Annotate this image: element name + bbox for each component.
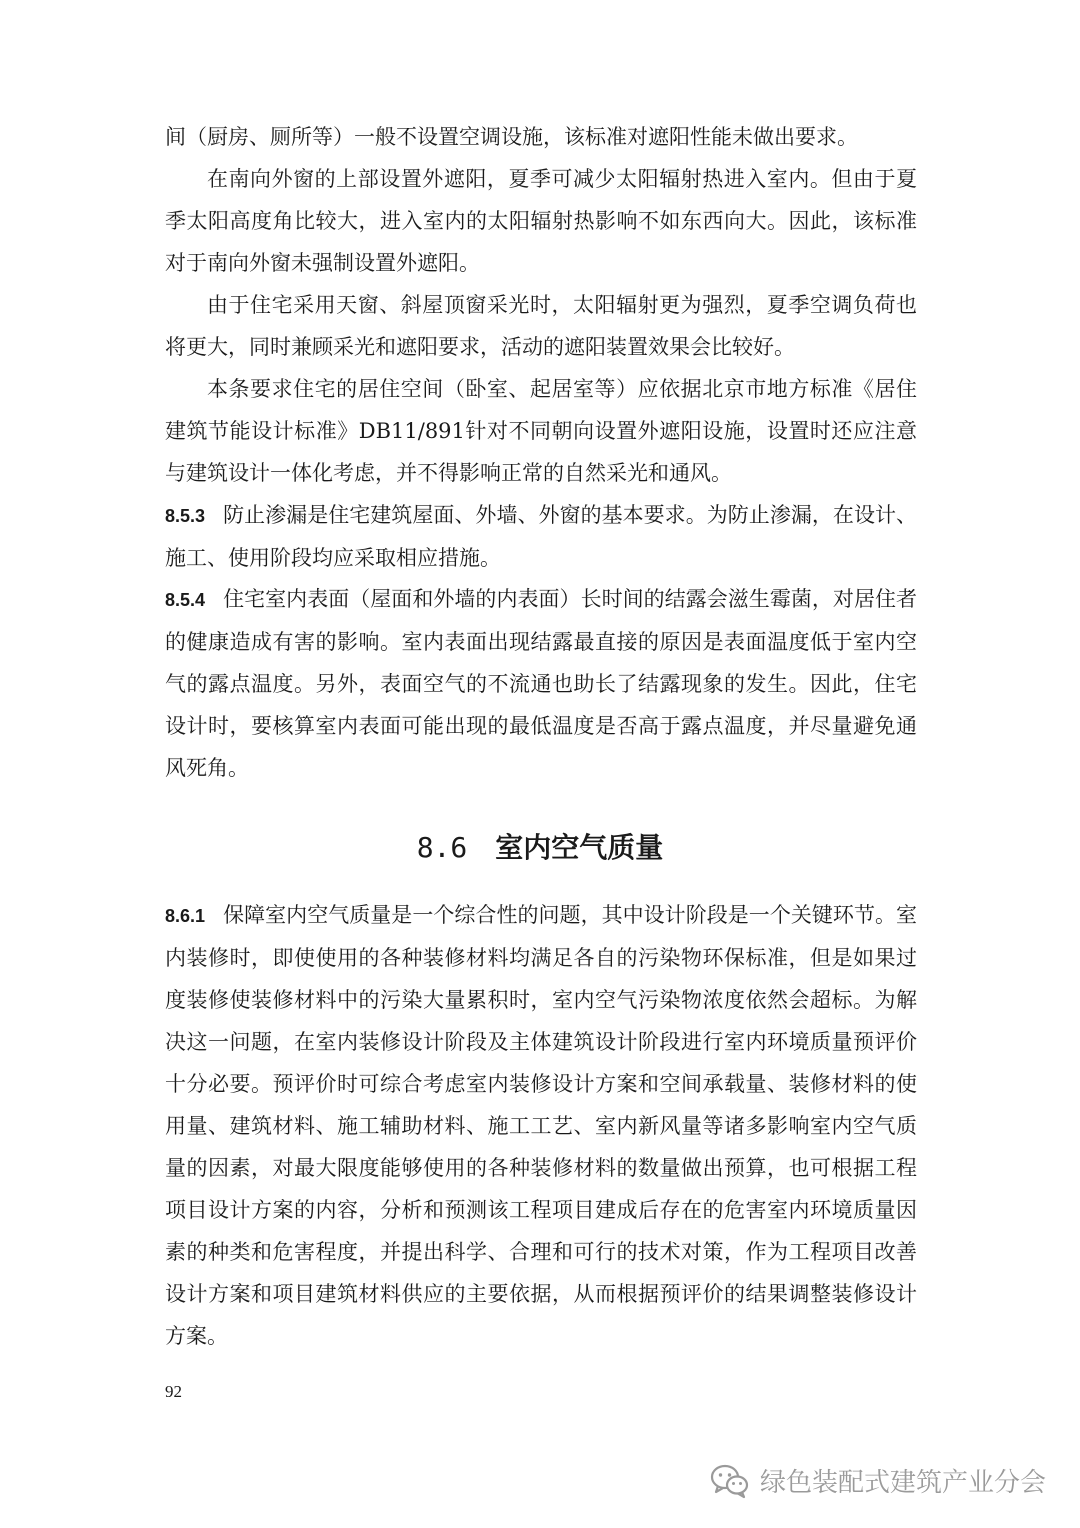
page-number: 92 [165,1382,182,1401]
clause-8-6-1 [165,894,917,1357]
clause-number: 8.5.4 [165,590,206,610]
section-title: 室内空气质量 [495,831,664,864]
paragraph-skylight: 由于住宅采用天窗、斜屋顶窗采光时，太阳辐射更为强烈，夏季空调负荷也将更大，同时兼顾采光和遮阳要求，活动的遮阳装置效果会比较好。 [165,293,917,359]
clause-8-5-3 [165,494,917,579]
wechat-icon [710,1463,750,1499]
clause-text: 保障室内空气质量是一个综合性的问题，其中设计阶段是一个关键环节。室内装修时，即使使用的各种装修材料均满足各自的污染物环保标准，但是如果过度装修使装修材料中的污染大量累积时，室内空气污染物浓度依然会超标。为解决这一问题，在室内装修设计阶段及主体建筑设计阶段进行室内环境质量预评价十分必要。预评价时可综合考虑室内装修设计方案和空间承载量、装修材料的使用量、建筑材料、施工辅助材料、施工工艺、室内新风量等诸多影响室内空气质量的因素，对最大限度能够使用的各种装修材料的数量做出预算，也可根据工程项目设计方案的内容，分析和预测该工程项目建成后存在的危害室内环境质量因素的种类和危害程度，并提出科学、合理和可行的技术对策，作为工程项目改善设计方案和项目建筑材料供应的主要依据，从而根据预评价的结果调整装修设计方案。 [165,903,917,1348]
clause-number: 8.6.1 [165,906,206,926]
clause-text: 防止渗漏是住宅建筑屋面、外墙、外窗的基本要求。为防止渗漏，在设计、施工、使用阶段均应采取相应措施。 [165,503,917,570]
clause-text: 住宅室内表面（屋面和外墙的内表面）长时间的结露会滋生霉菌，对居住者的健康造成有害的影响。室内表面出现结露最直接的原因是表面温度低于室内空气的露点温度。另外，表面空气的不流通也助长了结露现象的发生。因此，住宅设计时，要核算室内表面可能出现的最低温度是否高于露点温度，并尽量避免通风死角。 [165,587,917,780]
watermark-text: 绿色装配式建筑产业分会 [759,1468,1046,1498]
clause-number: 8.5.3 [165,506,206,526]
section-number: 8.6 [416,831,468,864]
paragraph-beijing-standard: 本条要求住宅的居住空间（卧室、起居室等）应依据北京市地方标准《居住建筑节能设计标准》DB11/891针对不同朝向设置外遮阳设施，设置时还应注意与建筑设计一体化考虑，并不得影响正常的自然采光和通风。 [165,377,917,485]
paragraph-shading-note: 间（厨房、厕所等）一般不设置空调设施，该标准对遮阳性能未做出要求。 [165,125,858,149]
watermark [710,1462,1046,1499]
clause-8-5-4 [165,578,917,789]
paragraph-south-window: 在南向外窗的上部设置外遮阳，夏季可减少太阳辐射热进入室内。但由于夏季太阳高度角比较大，进入室内的太阳辐射热影响不如东西向大。因此，该标准对于南向外窗未强制设置外遮阳。 [165,167,917,275]
section-heading [0,826,1080,866]
